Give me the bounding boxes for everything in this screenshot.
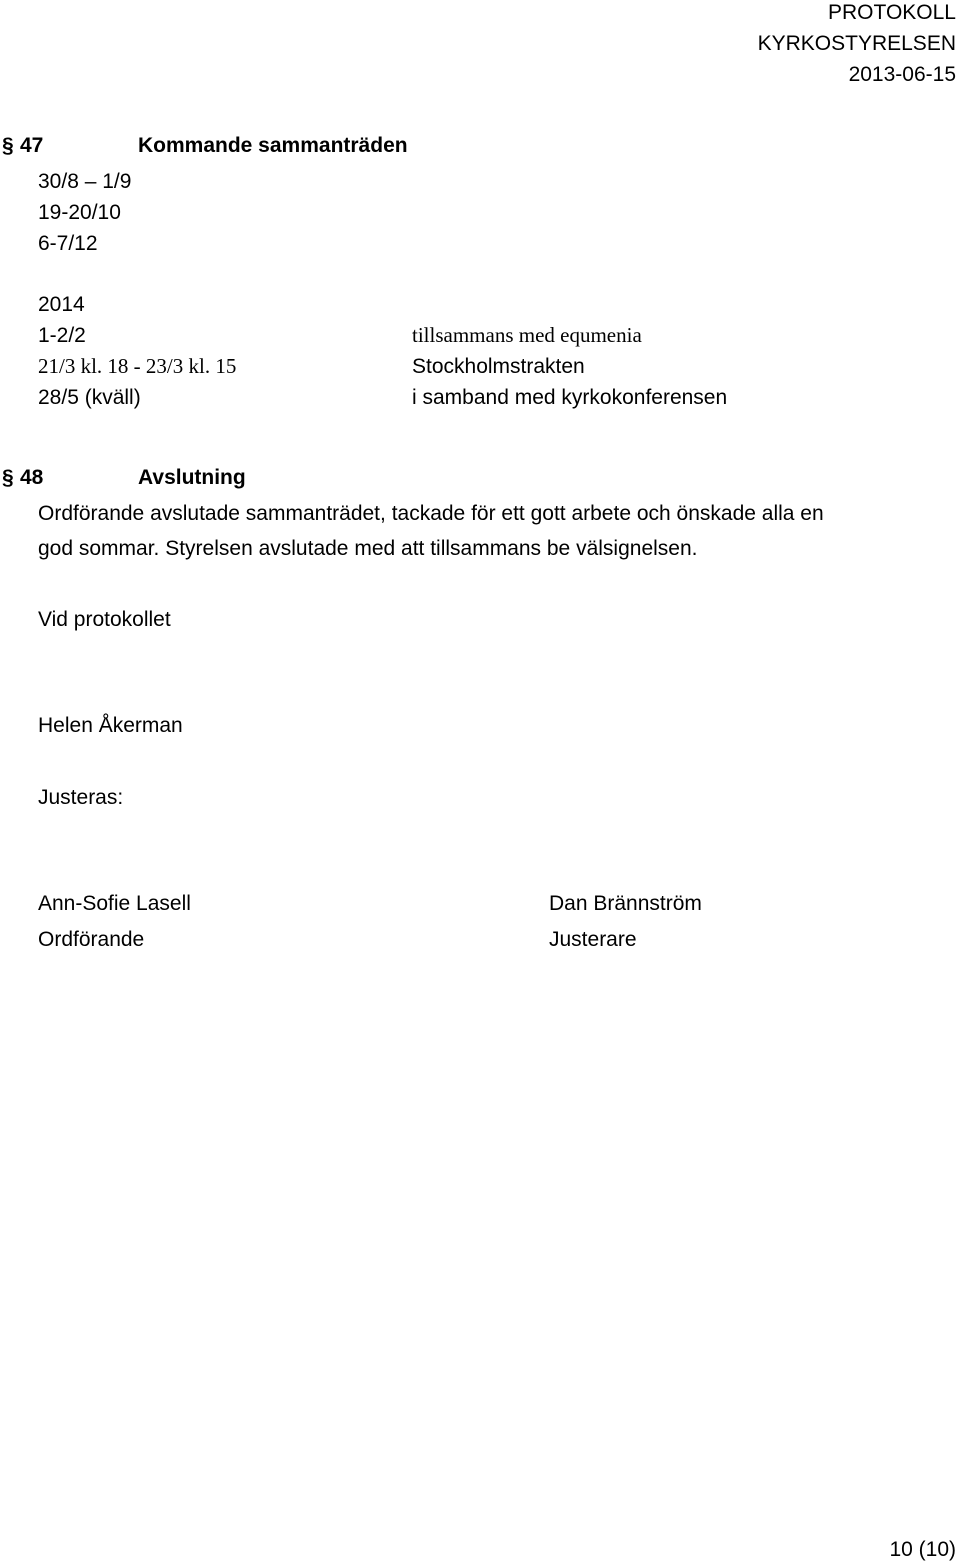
section-47-number: 47 [20,134,44,157]
section-47-symbol: § [2,134,14,157]
meeting-date-1: 30/8 – 1/9 [38,170,132,193]
section-48-symbol: § [2,466,14,489]
adjuster-role: Justerare [549,928,637,951]
adjuster-name: Dan Brännström [549,892,702,915]
section-48-number: 48 [20,466,44,489]
meeting-row-1-date: 1-2/2 [38,324,86,347]
meeting-row-3-note: i samband med kyrkokonferensen [412,386,728,409]
meeting-row-3-date: 28/5 (kväll) [38,386,141,409]
header-date: 2013-06-15 [848,63,956,86]
section-48-body-line-2: god sommar. Styrelsen avslutade med att tillsammans be välsignelsen. [38,537,698,560]
chair-name: Ann-Sofie Lasell [38,892,191,915]
section-48-title: Avslutning [138,466,246,489]
meeting-date-3: 6-7/12 [38,232,98,255]
page-number: 10 (10) [889,1538,956,1561]
header-document-type: PROTOKOLL [828,1,956,24]
header-organization: KYRKOSTYRELSEN [757,32,956,55]
section-47-title: Kommande sammanträden [138,134,408,157]
adjusted-label: Justeras: [38,786,124,809]
meeting-row-2-date: 21/3 kl. 18 - 23/3 kl. 15 [38,354,237,378]
meeting-row-2-note: Stockholmstrakten [412,355,585,378]
chair-role: Ordförande [38,928,145,951]
meeting-row-1-note: tillsammans med equmenia [412,323,642,347]
minutes-label: Vid protokollet [38,608,171,631]
meeting-year: 2014 [38,293,85,316]
section-48-body-line-1: Ordförande avslutade sammanträdet, tackade för ett gott arbete och önskade alla en [38,502,824,525]
secretary-name: Helen Åkerman [38,714,183,737]
meeting-date-2: 19-20/10 [38,201,121,224]
